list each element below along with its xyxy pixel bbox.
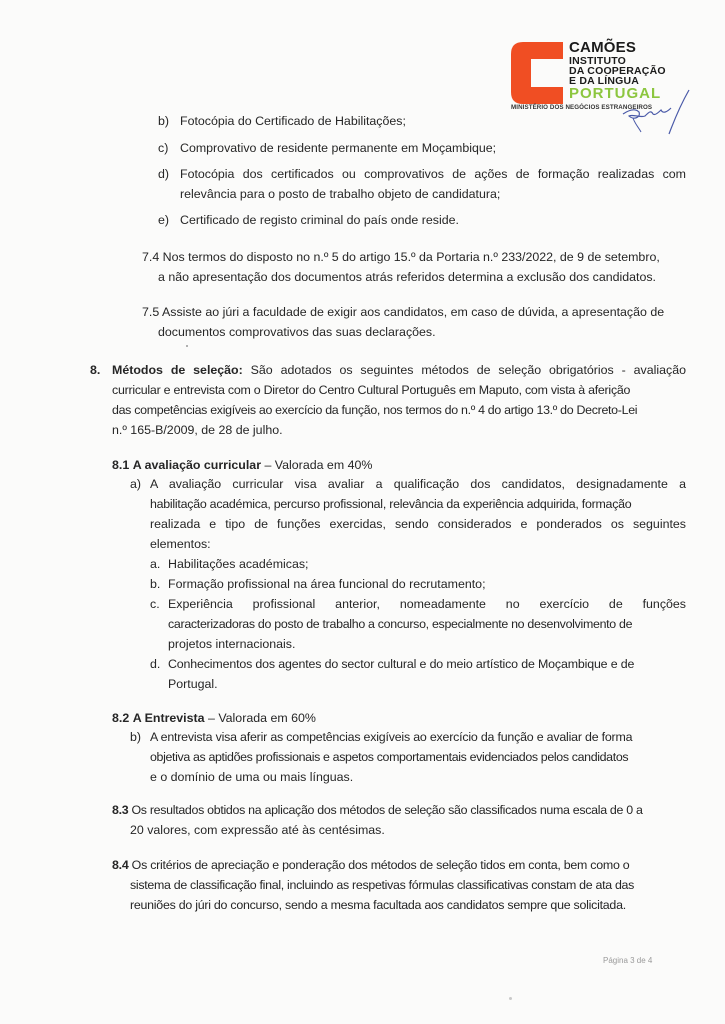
section-8-1-a-line-3: realizada e tipo de funções exercidas, sendo considerados e ponderados os seguintes [150,517,686,531]
element-text: Habilitações académicas; [168,557,309,571]
section-8-1-title: A avaliação curricular [132,458,262,472]
section-8-4-text: Os critérios de apreciação e ponderação dos métodos de seleção tidos em conta, bem como o [128,858,630,872]
handwritten-signature-icon [615,88,695,138]
section-8-2-title: A Entrevista [132,711,205,725]
section-8-2-weight: – Valorada em 60% [204,711,316,725]
section-8-4-number: 8.4 [112,858,129,872]
section-8-line-2: curricular e entrevista com o Diretor do Centro Cultural Português em Maputo, com vista à aferição [112,383,631,397]
logo-line-2: DA COOPERAÇÃO [569,65,666,77]
section-8-4-line-1 [112,855,629,875]
section-8-line-3: das competências exigíveis ao exercício da função, nos termos do n.º 4 do artigo 13.º do Decreto-Lei [112,403,638,417]
section-8-1-a-line-4: elementos: [150,537,211,551]
section-8-4-line-3: reuniões do júri do concurso, sendo a mesma facultada aos candidatos sempre que solicitada. [130,898,626,912]
section-8-1-weight: – Valorada em 40% [261,458,373,472]
camoes-c-mark-icon [511,42,563,104]
section-8-3-text: Os resultados obtidos na aplicação dos métodos de seleção são classificados numa escala de 0 a [128,803,643,817]
section-7-4-line-2: a não apresentação dos documentos atrás referidos determina a exclusão dos candidatos. [158,270,656,284]
logo-country: PORTUGAL [569,85,662,102]
page-number: Página 3 de 4 [603,956,653,965]
element-text: Portugal. [168,677,218,691]
section-8-3-number: 8.3 [112,803,129,817]
section-8-title: Métodos de seleção: [112,363,243,377]
list-marker: b) [130,730,142,744]
section-7-5-line-2: documentos comprovativos das suas declarações. [158,325,436,339]
list-item [158,138,497,158]
logo-line-1: INSTITUTO [569,55,627,67]
list-marker: e) [158,213,170,227]
list-text: Fotocópia dos certificados ou comprovativos de ações de formação realizadas com [180,167,686,181]
list-marker: c) [158,141,169,155]
list-text: Certificado de registo criminal do país onde reside. [180,213,459,227]
list-text: relevância para o posto de trabalho objeto de candidatura; [180,187,501,201]
section-8-2-heading [112,708,316,728]
section-8-number: 8. [90,363,101,377]
scan-speck [186,345,188,347]
section-7-5-line-1: 7.5 Assiste ao júri a faculdade de exigir aos candidatos, em caso de dúvida, a apresentação de [142,305,665,319]
list-marker: d. [150,657,161,671]
section-8-1-number: 8.1 [112,458,130,472]
section-7-4-line-1: 7.4 Nos termos do disposto no n.º 5 do artigo 15.º da Portaria n.º 233/2022, de 9 de setembro, [142,250,660,264]
element-text: caracterizadoras do posto de trabalho a concurso, especialmente no desenvolvimento de [168,617,633,631]
section-8-3-line-1 [112,800,643,820]
list-marker: a) [130,477,142,491]
list-item [158,210,459,230]
list-marker: a. [150,557,161,571]
list-marker: c. [150,597,160,611]
section-8-3-line-2: 20 valores, com expressão até às centésimas. [130,823,385,837]
list-marker: b) [158,114,170,128]
section-8-1-heading [112,455,372,475]
section-8-4-line-2: sistema de classificação final, incluindo as respetivas fórmulas classificativas constam de ata das [130,878,635,892]
list-item [158,111,406,131]
section-8-2-b-line-3: e o domínio de uma ou mais línguas. [150,770,354,784]
element-text: Experiência profissional anterior, nomeadamente no exercício de funções [168,597,686,611]
section-8-1-a-line-1: A avaliação curricular visa avaliar a qualificação dos candidatos, designadamente a [150,477,686,491]
element-text: projetos internacionais. [168,637,296,651]
list-marker: d) [158,167,170,181]
element-text: Conhecimentos dos agentes do sector cultural e do meio artístico de Moçambique e de [168,657,635,671]
section-8-line-1 [112,360,686,380]
list-item [158,164,169,184]
logo-line-3: E DA LÍNGUA [569,75,640,87]
section-8-2-b-line-2: objetiva as aptidões profissionais e aspetos comportamentais evidenciados pelos candidatos [150,750,629,764]
list-text: Fotocópia do Certificado de Habilitações; [180,114,406,128]
list-marker: b. [150,577,161,591]
scan-speck [509,997,512,1000]
list-text: Comprovativo de residente permanente em Moçambique; [180,141,497,155]
section-8-text: São adotados os seguintes métodos de seleção obrigatórios - avaliação [242,363,686,377]
section-8-line-4: n.º 165-B/2009, de 28 de julho. [112,423,283,437]
element-text: Formação profissional na área funcional do recrutamento; [168,577,486,591]
section-8-1-a-line-2: habilitação académica, percurso profissional, relevância da experiência adquirida, formação [150,497,632,511]
section-8-2-number: 8.2 [112,711,130,725]
logo-ministry: MINISTÉRIO DOS NEGÓCIOS ESTRANGEIROS [511,104,653,111]
logo-brand: CAMÕES [569,39,637,56]
section-8-2-b-line-1: A entrevista visa aferir as competências exigíveis ao exercício da função e avaliar de forma [150,730,633,744]
